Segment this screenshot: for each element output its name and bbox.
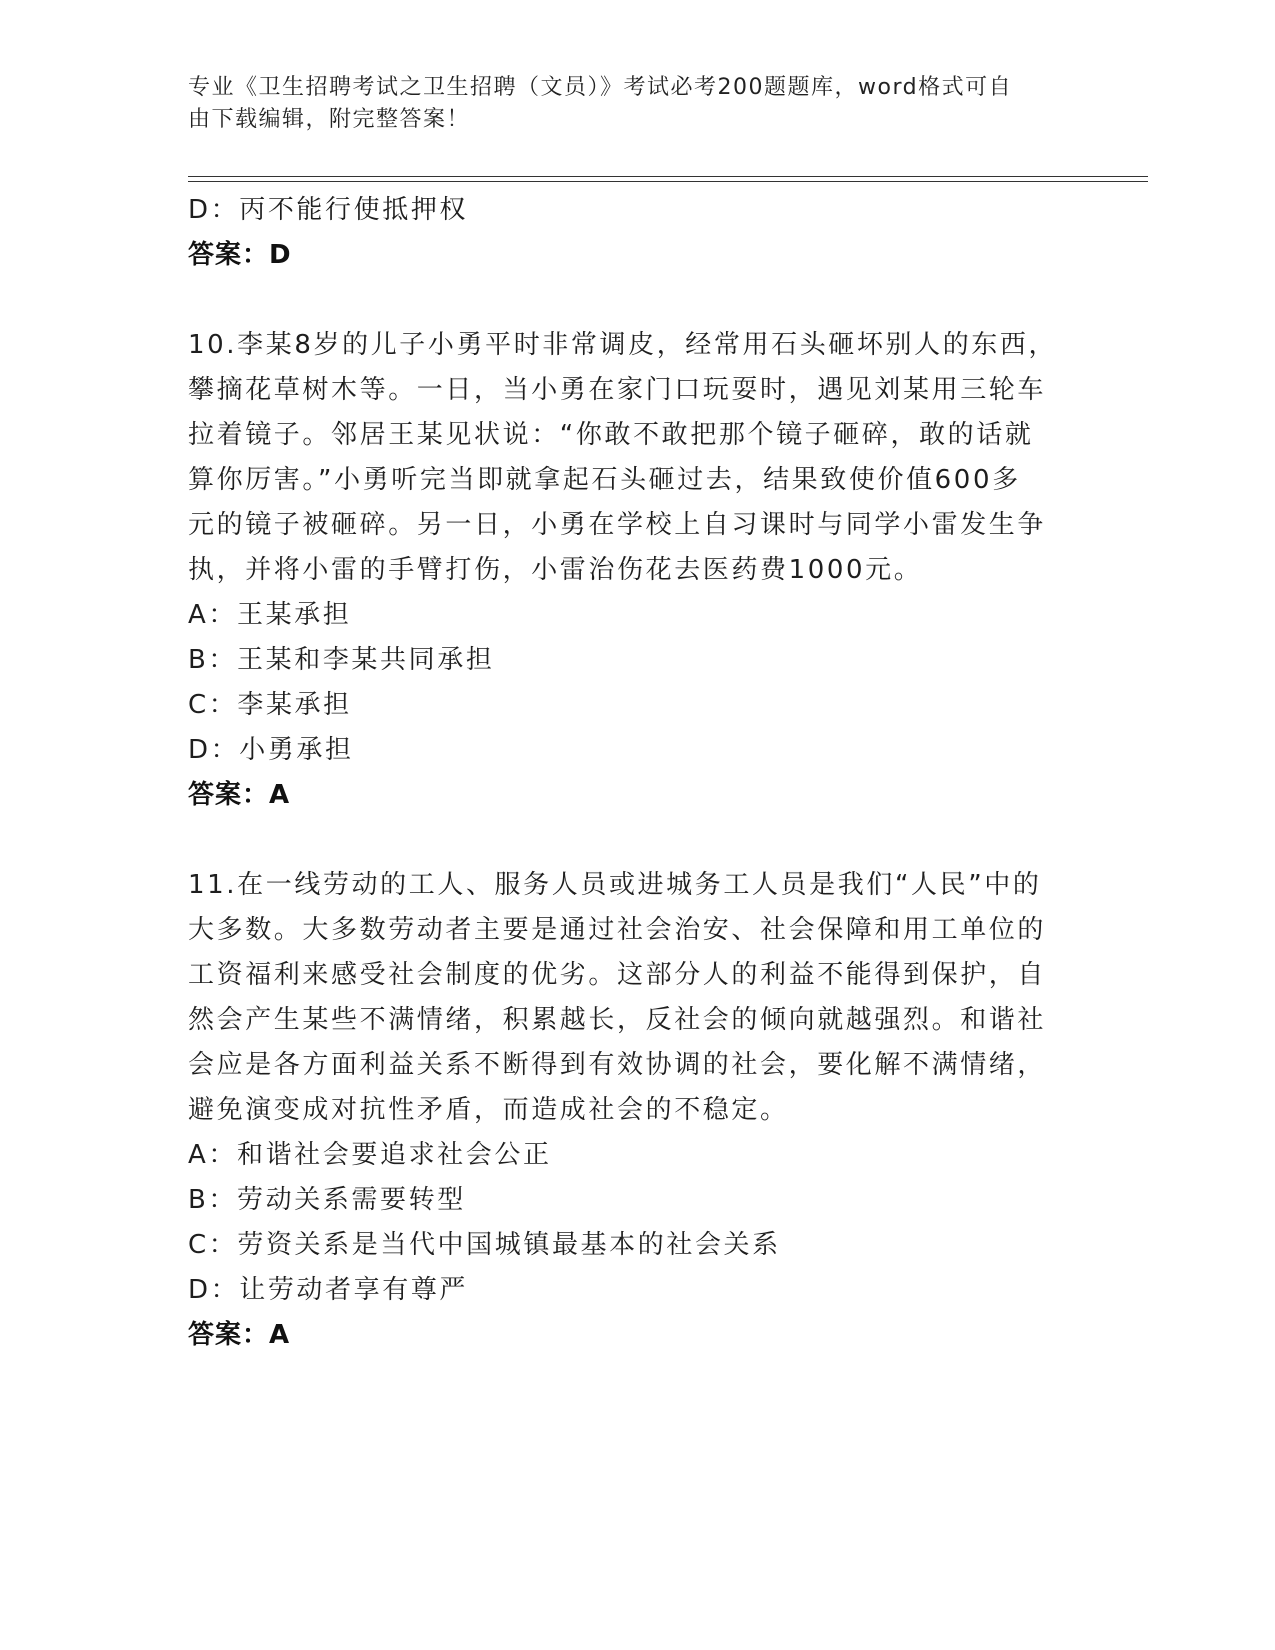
question-10: [188, 323, 1068, 818]
question-text-line: 工资福利来感受社会制度的优劣。这部分人的利益不能得到保护，自: [188, 960, 1047, 990]
question-text-line: 大多数。大多数劳动者主要是通过社会治安、社会保障和用工单位的: [188, 915, 1047, 945]
answer-line: 答案：A: [188, 1320, 291, 1350]
option-d: D：小勇承担: [188, 735, 354, 765]
question-text-line: 然会产生某些不满情绪，积累越长，反社会的倾向就越强烈。和谐社: [188, 1005, 1047, 1035]
question-text-line: 算你厉害。”小勇听完当即就拿起石头砸过去，结果致使价值600多: [188, 465, 1021, 495]
question-text-line: 10.李某8岁的儿子小勇平时非常调皮，经常用石头砸坏别人的东西，: [188, 330, 1058, 360]
header-divider-top: [188, 176, 1148, 177]
option-a: A：王某承担: [188, 600, 352, 630]
option-d: D：让劳动者享有尊严: [188, 1275, 469, 1305]
spacer: [188, 818, 1068, 863]
option-b: B：劳动关系需要转型: [188, 1185, 466, 1215]
option-c: C：李某承担: [188, 690, 352, 720]
question-text-line: 避免演变成对抗性矛盾，而造成社会的不稳定。: [188, 1095, 789, 1125]
option-d: D：丙不能行使抵押权: [188, 195, 469, 225]
header-line-2: 由下载编辑，附完整答案！: [188, 107, 471, 132]
header-line-1: 专业《卫生招聘考试之卫生招聘（文员）》考试必考200题题库，word格式可自: [188, 75, 1013, 100]
question-text-line: 11.在一线劳动的工人、服务人员或进城务工人员是我们“人民”中的: [188, 870, 1042, 900]
spacer: [188, 278, 1068, 323]
question-text-line: 攀摘花草树木等。一日，当小勇在家门口玩耍时，遇见刘某用三轮车: [188, 375, 1047, 405]
question-text-line: 执，并将小雷的手臂打伤，小雷治伤花去医药费1000元。: [188, 555, 923, 585]
option-b: B：王某和李某共同承担: [188, 645, 495, 675]
header-divider-bottom: [188, 181, 1148, 182]
question-11: [188, 863, 1068, 1358]
document-body: [188, 188, 1068, 1358]
previous-question-tail: [188, 188, 1068, 278]
question-text-line: 元的镜子被砸碎。另一日，小勇在学校上自习课时与同学小雷发生争: [188, 510, 1047, 540]
question-text-line: 会应是各方面利益关系不断得到有效协调的社会，要化解不满情绪，: [188, 1050, 1047, 1080]
option-c: C：劳资关系是当代中国城镇最基本的社会关系: [188, 1230, 781, 1260]
answer-line: 答案：A: [188, 780, 291, 810]
question-text-line: 拉着镜子。邻居王某见状说：“你敢不敢把那个镜子砸碎，敢的话就: [188, 420, 1034, 450]
option-a: A：和谐社会要追求社会公正: [188, 1140, 552, 1170]
document-header: [188, 72, 1068, 136]
answer-line: 答案：D: [188, 240, 292, 270]
